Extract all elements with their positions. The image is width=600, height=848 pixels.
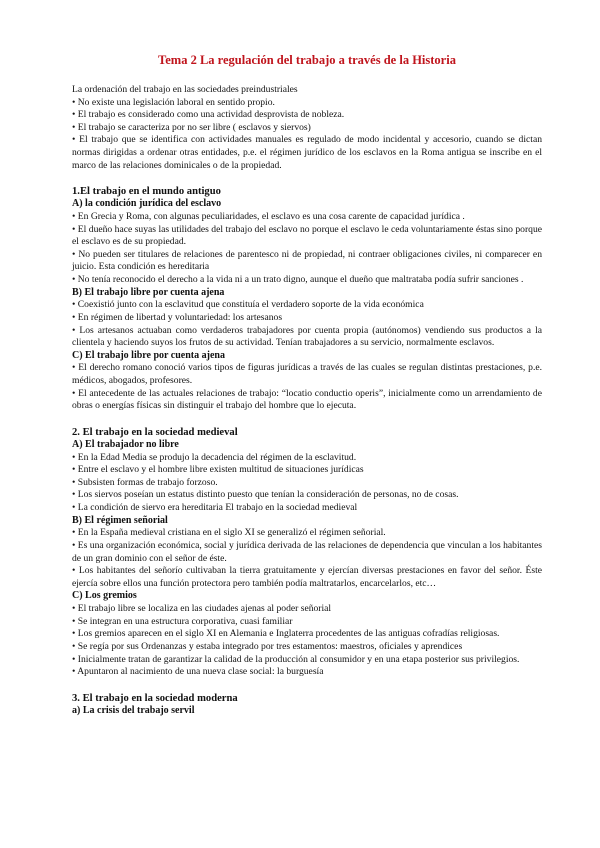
bullet: • Coexistió junto con la esclavitud que constituía el verdadero soporte de la vida económica: [72, 299, 424, 311]
section-3: [72, 692, 542, 718]
intro-bullet: • No existe una legislación laboral en sentido propio.: [72, 96, 275, 108]
bullet: • La condición de siervo era hereditaria El trabajo en la sociedad medieval: [72, 502, 358, 514]
bullet: • Subsisten formas de trabajo forzoso.: [72, 476, 218, 488]
bullet: • Los habitantes del señorío cultivaban la tierra gratuitamente y ejercían diversas prestaciones en favor del señor. Éste ejercía sobre ellos una función protectora pero también podía maltratarlos, encarcelarlos, etc…: [72, 565, 542, 589]
bullet: • Los siervos poseían un estatus distinto puesto que tenían la consideración de personas, no de cosas.: [72, 489, 459, 501]
intro-line: La ordenación del trabajo en las sociedades preindustriales: [72, 84, 298, 95]
intro-bullet: • El trabajo se caracteriza por no ser libre ( esclavos y siervos): [72, 121, 311, 133]
bullet: • Es una organización económica, social y jurídica derivada de las relaciones de dependencia que vinculan a los habitantes de un gran dominio con el señor de éste.: [72, 540, 542, 564]
document-page: [72, 52, 542, 718]
bullet: • Los artesanos actuaban como verdaderos trabajadores por cuenta propia (autónomos) vendiendo sus productos a la clientela y haciendo suyos los frutos de su actividad. Tenían trabajadores a su servicio, normalmente esclavos.: [72, 324, 542, 349]
subsection-heading: a) La crisis del trabajo servil: [72, 704, 195, 716]
bullet: • Apuntaron al nacimiento de una nueva clase social: la burguesía: [72, 666, 324, 678]
bullet: • En Grecia y Roma, con algunas peculiaridades, el esclavo es una cosa carente de capacidad jurídica .: [72, 210, 465, 222]
subsection-heading: C) El trabajo libre por cuenta ajena: [72, 349, 225, 361]
document-title: Tema 2 La regulación del trabajo a través de la Historia: [158, 53, 456, 67]
subsection-heading: C) Los gremios: [72, 590, 137, 602]
bullet: • El derecho romano conoció varios tipos de figuras jurídicas a través de las cuales se regulan distintas prestaciones, p.e. médicos, abogados, profesores.: [72, 362, 542, 387]
section-heading: 3. El trabajo en la sociedad moderna: [72, 692, 238, 704]
bullet: • El antecedente de las actuales relaciones de trabajo: “locatio conductio operis”, inicialmente como un arrendamiento de obras o energías físicas sin distinguir el trabajo del hombre que lo ejecuta.: [72, 387, 542, 412]
bullet: • En régimen de libertad y voluntariedad: los artesanos: [72, 311, 283, 323]
intro-bullet: • El trabajo es considerado como una actividad desprovista de nobleza.: [72, 109, 345, 121]
bullet: • En la Edad Media se produjo la decadencia del régimen de la esclavitud.: [72, 451, 357, 463]
bullet: • Los gremios aparecen en el siglo XI en Alemania e Inglaterra procedentes de las antiguas cofradías religiosas.: [72, 628, 500, 640]
section-heading: 1.El trabajo en el mundo antiguo: [72, 186, 221, 198]
bullet: • Se integran en una estructura corporativa, cuasi familiar: [72, 615, 293, 627]
bullet: • No tenía reconocido el derecho a la vida ni a un trato digno, aunque el dueño que maltrataba podía sufrir sanciones .: [72, 273, 524, 285]
section-1: [72, 185, 542, 413]
bullet: • Inicialmente tratan de garantizar la calidad de la producción al consumidor y en una etapa posterior sus privilegios.: [72, 653, 520, 665]
bullet: • En la España medieval cristiana en el siglo XI se generalizó el régimen señorial.: [72, 527, 386, 539]
intro-block: [72, 84, 542, 172]
section-2: [72, 426, 542, 679]
bullet: • No pueden ser titulares de relaciones de parentesco ni de propiedad, ni contraer obligaciones civiles, ni comparecer en juicio. Esta condición es hereditaria: [72, 248, 542, 273]
subsection-heading: B) El régimen señorial: [72, 514, 168, 526]
intro-bullet: • El trabajo que se identifica con actividades manuales es regulado de modo incidental y accesorio, cuando se dictan normas dirigidas a ordenar otras entidades, p.e. el régimen jurídico de los esclavos en la Roma antigua se inscribe en el marco de las relaciones dominicales o de la propiedad.: [72, 134, 542, 171]
subsection-heading: B) El trabajo libre por cuenta ajena: [72, 286, 225, 298]
subsection-heading: A) El trabajador no libre: [72, 438, 179, 450]
bullet: • Se regía por sus Ordenanzas y estaba integrado por tres estamentos: maestros, oficiales y aprendices: [72, 640, 463, 652]
subsection-heading: A) la condición jurídica del esclavo: [72, 198, 222, 210]
section-heading: 2. El trabajo en la sociedad medieval: [72, 426, 238, 438]
bullet: • Entre el esclavo y el hombre libre existen multitud de situaciones jurídicas: [72, 464, 364, 476]
bullet: • El trabajo libre se localiza en las ciudades ajenas al poder señorial: [72, 603, 332, 615]
bullet: • El dueño hace suyas las utilidades del trabajo del esclavo no porque el esclavo le ceda voluntariamente éstas sino porque el esclavo es de su propiedad.: [72, 223, 542, 248]
